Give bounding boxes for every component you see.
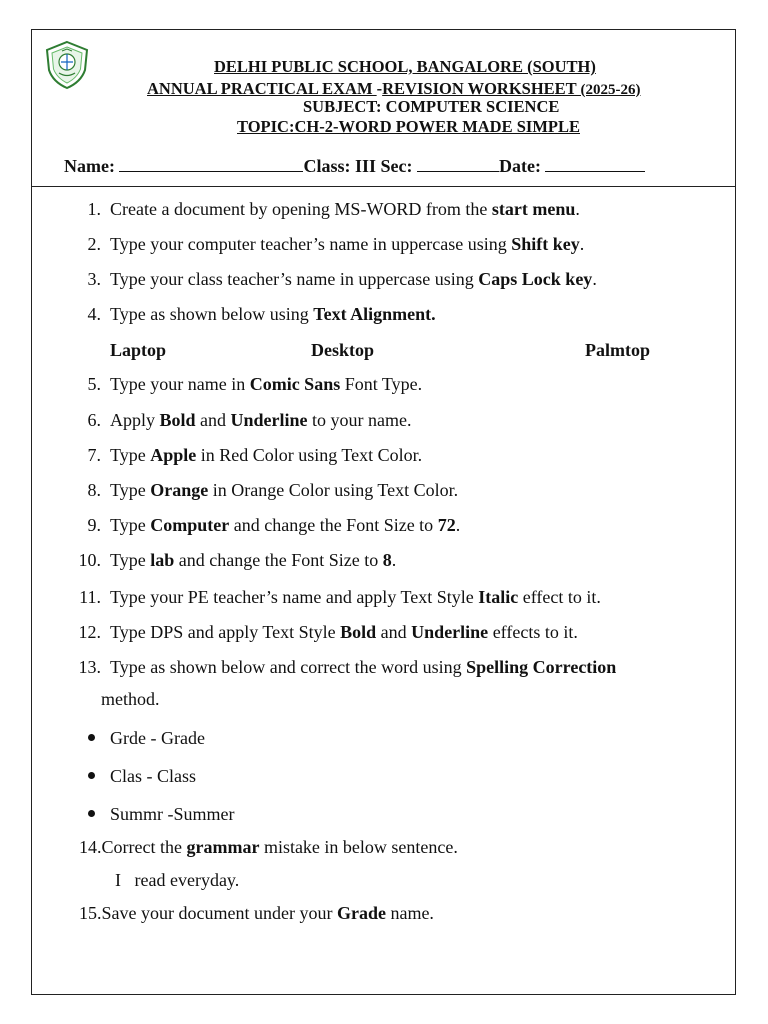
exam-year: (2025-26) <box>580 82 641 98</box>
instruction-mid: and change the Font Size to <box>229 515 438 535</box>
name-label: Name: <box>64 156 120 176</box>
item-number: 6. <box>87 410 101 430</box>
instruction-pre: Create a document by opening MS-WORD from the <box>110 199 492 219</box>
instruction-pre: Type your PE teacher’s name and apply Text Style <box>110 587 479 607</box>
spelling-item: Clas - Class <box>110 766 197 786</box>
instruction-item <box>110 373 422 395</box>
instruction-bold: start menu <box>491 199 576 219</box>
instruction-item <box>110 268 597 290</box>
item-14-post: mistake in below sentence. <box>259 837 458 857</box>
item-number: 12. <box>78 622 101 642</box>
instruction-item <box>110 549 396 571</box>
instruction-item <box>110 586 601 608</box>
item-15-post: name. <box>385 903 434 923</box>
item-number: 10. <box>78 550 101 570</box>
item-number: 7. <box>87 445 101 465</box>
alignment-right-word: Palmtop <box>585 340 650 360</box>
item-number: 2. <box>87 234 101 254</box>
instruction-post: Font Type. <box>340 374 423 394</box>
instruction-post: effect to it. <box>518 587 601 607</box>
instruction-item <box>110 444 422 466</box>
instruction-bold: Computer <box>150 515 230 535</box>
instruction-pre: Type as shown below and correct the word using <box>110 657 467 677</box>
instruction-bold: Orange <box>150 480 209 500</box>
instruction-pre: Type your name in <box>110 374 250 394</box>
instruction-pre: Type <box>110 515 151 535</box>
instruction-bold2: Underline <box>230 410 308 430</box>
exam-title-part1: ANNUAL PRACTICAL EXAM <box>147 79 377 98</box>
instruction-bold: Comic Sans <box>249 374 341 394</box>
instruction-bold: Text Alignment. <box>313 304 436 324</box>
item-number: 5. <box>87 374 101 394</box>
student-fields-row <box>64 155 645 177</box>
date-label: Date: <box>499 156 546 176</box>
item-14-pre: 14.Correct the <box>79 837 187 857</box>
instruction-mid: and <box>376 622 412 642</box>
instruction-item <box>110 514 460 536</box>
item-number: 3. <box>87 269 101 289</box>
item-number: 11. <box>79 587 101 607</box>
instruction-pre: Type your class teacher’s name in uppercase using <box>110 269 479 289</box>
instruction-item <box>110 656 616 678</box>
name-blank[interactable] <box>119 155 303 172</box>
item-number: 1. <box>87 199 101 219</box>
item-15-pre: 15.Save your document under your <box>79 903 337 923</box>
item-number: 8. <box>87 480 101 500</box>
instruction-pre: Type <box>110 550 151 570</box>
spelling-item: Grde - Grade <box>110 728 205 748</box>
instruction-bold: Apple <box>150 445 197 465</box>
instruction-post: to your name. <box>307 410 412 430</box>
instruction-bold: Spelling Correction <box>466 657 617 677</box>
instruction-post: . <box>575 199 580 219</box>
instruction-post: in Orange Color using Text Color. <box>208 480 459 500</box>
instruction-bold2: 8 <box>382 550 392 570</box>
instruction-bold: Caps Lock key <box>478 269 593 289</box>
instruction-bold2: 72 <box>437 515 456 535</box>
school-name: DELHI PUBLIC SCHOOL, BANGALORE (SOUTH) <box>214 57 596 76</box>
date-blank[interactable] <box>545 155 645 172</box>
instruction-bold: Italic <box>478 587 519 607</box>
instruction-post: effects to it. <box>488 622 578 642</box>
item-13-continuation: method. <box>101 689 160 709</box>
instruction-post: . <box>592 269 597 289</box>
school-logo-icon <box>44 40 90 90</box>
alignment-center-word: Desktop <box>311 340 375 360</box>
bullet-dot <box>88 734 95 741</box>
alignment-left-word: Laptop <box>110 340 167 360</box>
bullet-dot <box>88 772 95 779</box>
instruction-pre: Apply <box>110 410 160 430</box>
instruction-bold: Bold <box>340 622 377 642</box>
instruction-pre: Type <box>110 445 151 465</box>
instruction-item <box>110 621 578 643</box>
instruction-item <box>110 233 584 255</box>
instruction-post: . <box>455 515 461 535</box>
instruction-bold: Bold <box>159 410 196 430</box>
instruction-post: . <box>391 550 397 570</box>
instruction-item <box>110 409 412 431</box>
instruction-item <box>110 303 436 325</box>
spelling-item: Summr -Summer <box>110 804 235 824</box>
item-14-sentence: I read everyday. <box>115 870 240 890</box>
instruction-post: in Red Color using Text Color. <box>196 445 423 465</box>
class-label: Class: III Sec: <box>303 156 417 176</box>
bullet-dot <box>88 810 95 817</box>
item-number: 9. <box>87 515 101 535</box>
instruction-item <box>110 479 458 501</box>
exam-title-dash: - <box>376 79 383 98</box>
item-number: 13. <box>78 657 101 677</box>
item-15 <box>79 902 434 924</box>
instruction-bold: lab <box>150 550 175 570</box>
exam-title-part2: REVISION WORKSHEET <box>382 79 581 98</box>
item-14-bold: grammar <box>186 837 260 857</box>
instruction-item <box>110 198 580 220</box>
instruction-bold: Shift key <box>511 234 580 254</box>
subject-line: SUBJECT: COMPUTER SCIENCE <box>303 97 560 116</box>
instruction-pre: Type your computer teacher’s name in uppercase using <box>110 234 512 254</box>
instruction-post: . <box>579 234 585 254</box>
topic-line: TOPIC:CH-2-WORD POWER MADE SIMPLE <box>237 117 580 136</box>
instruction-pre: Type DPS and apply Text Style <box>110 622 341 642</box>
instruction-mid: and change the Font Size to <box>174 550 383 570</box>
item-15-bold: Grade <box>336 903 386 923</box>
section-blank[interactable] <box>417 155 499 172</box>
instruction-pre: Type as shown below using <box>110 304 314 324</box>
header-divider <box>31 186 736 187</box>
item-14 <box>79 836 458 858</box>
instruction-mid: and <box>195 410 231 430</box>
instruction-pre: Type <box>110 480 151 500</box>
instruction-bold2: Underline <box>411 622 489 642</box>
item-number: 4. <box>87 304 101 324</box>
